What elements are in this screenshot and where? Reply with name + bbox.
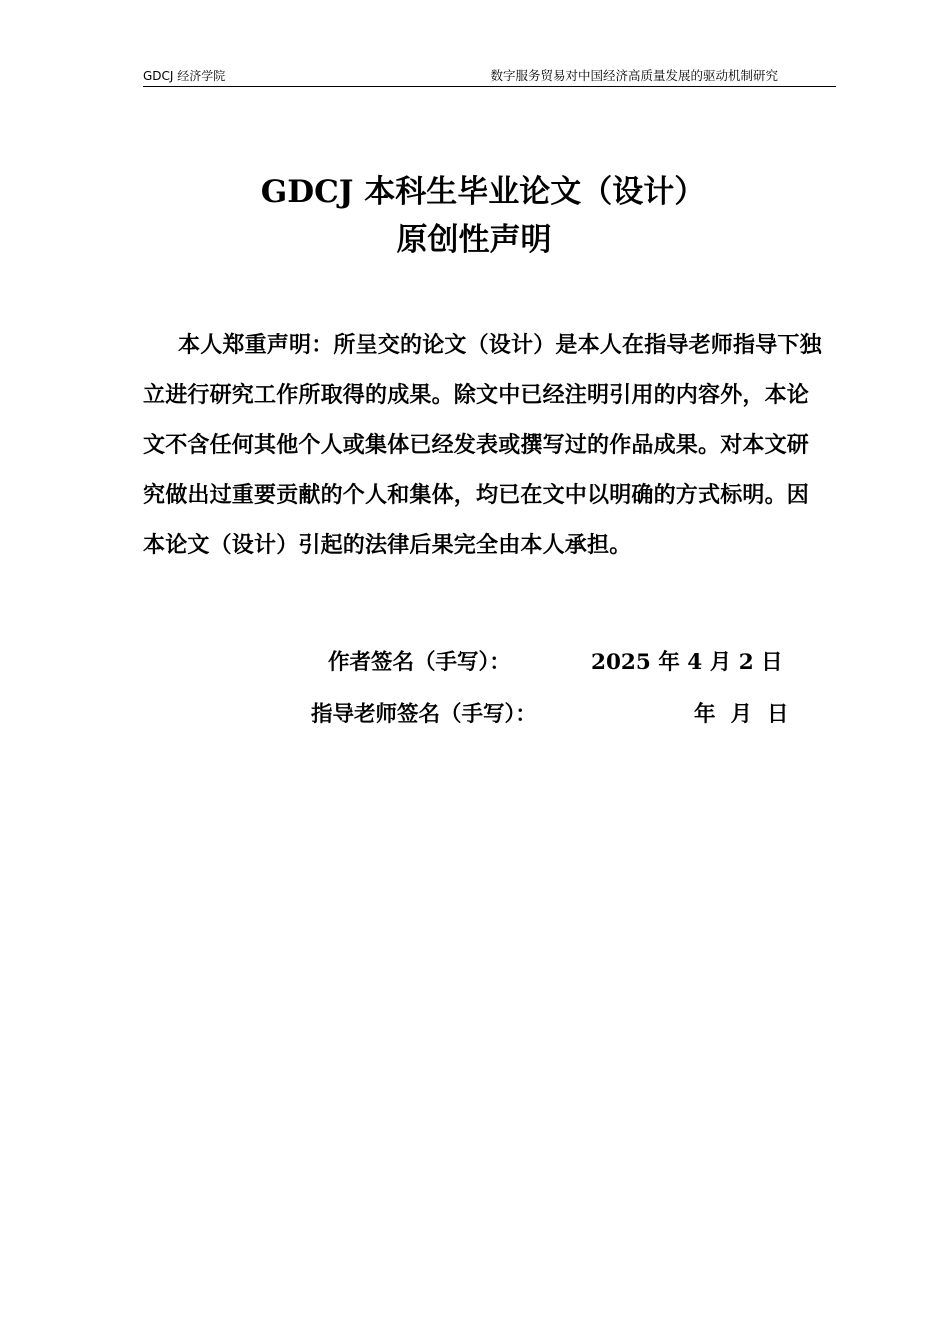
title-line-declaration: 原创性声明: [396, 222, 552, 258]
title-line-thesis: GDCJ 本科生毕业论文（设计）: [260, 174, 706, 210]
declaration-paragraph: 本人郑重声明：所呈交的论文（设计）是本人在指导老师指导下独立进行研究工作所取得的成果。除文中已经注明引用的内容外，本论文不含任何其他个人或集体已经发表或撰写过的作品成果。对本文研究做出过重要贡献的个人和集体，均已在文中以明确的方式标明。因本论文（设计）引起的法律后果完全由本人承担。: [143, 332, 822, 558]
header-school-name: GDCJ 经济学院: [143, 69, 226, 83]
declaration-body: [143, 320, 831, 570]
author-signature-date: 2025 年 4 月 2 日: [591, 650, 783, 675]
advisor-signature-label: 指导老师签名（手写）：: [311, 702, 537, 727]
author-signature-label: 作者签名（手写）：: [328, 650, 511, 675]
advisor-signature-date: 年 月 日: [694, 702, 789, 727]
page-header: [143, 66, 836, 87]
header-thesis-title: 数字服务贸易对中国经济高质量发展的驱动机制研究: [490, 68, 778, 83]
page-title: [0, 168, 950, 264]
